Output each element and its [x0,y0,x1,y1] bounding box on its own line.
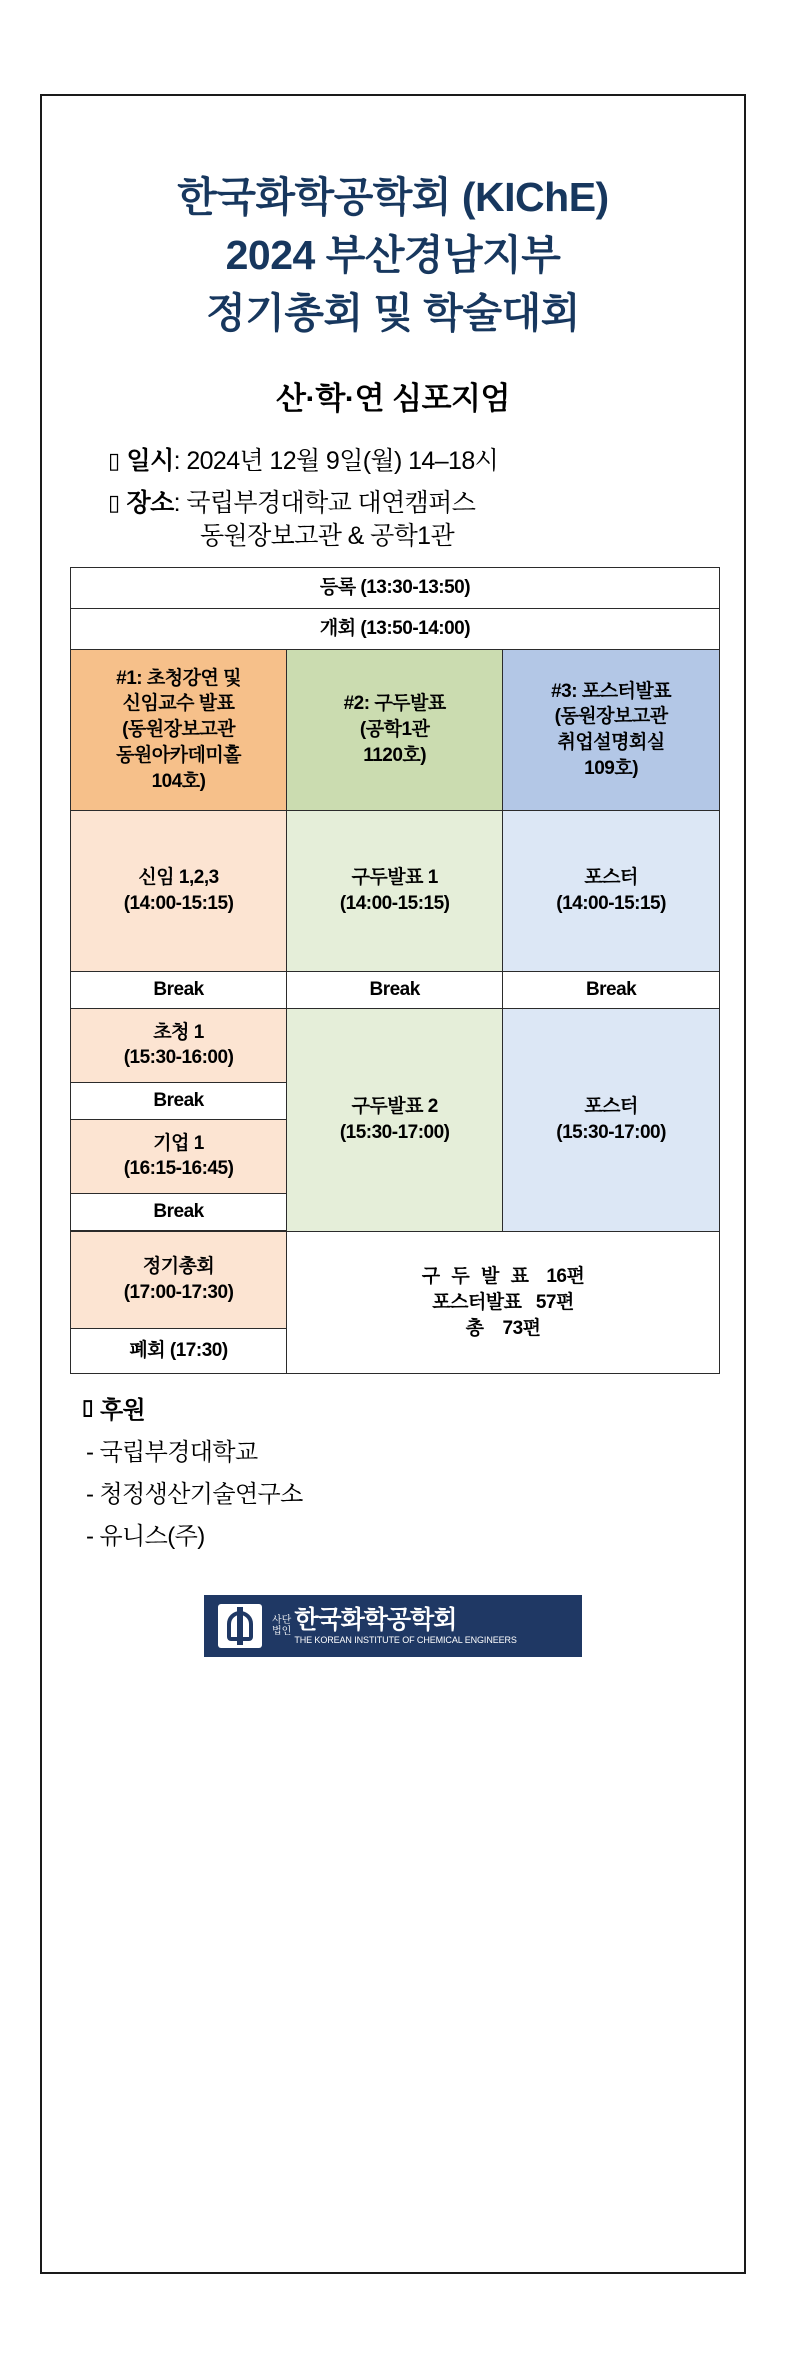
count-oral-value: 16편 [546,1265,585,1287]
track3-line-2: (동원장보고관 [554,706,668,728]
cell-session1-track3 [503,811,720,972]
place-value: : 국립부경대학교 대연캠퍼스 [173,489,476,518]
session1-track2-line-2: (14:00-15:15) [339,893,450,915]
invited1-line-1: 초청 1 [153,1021,204,1043]
general-meeting-line-1: 정기총회 [142,1256,215,1278]
count-poster-label: 포스터발표 [432,1291,522,1313]
logo-english-name: THE KOREAN INSTITUTE OF CHEMICAL ENGINEERS [294,1634,517,1645]
cell-opening: 개회 (13:50-14:00) [71,609,720,650]
session1-track1-line-2: (14:00-15:15) [123,893,234,915]
track1-line-3: (동원장보고관 [122,719,236,741]
sponsor-item-1: - 국립부경대학교 [86,1439,258,1467]
cell-company1 [71,1120,287,1194]
cell-track1-header [71,650,287,811]
track3-line-4: 109호) [584,757,639,779]
sponsor-item-3: - 유니스(주) [86,1523,205,1551]
cell-track3-header [503,650,720,811]
kiche-logo [204,1595,582,1657]
session1-track3-line-2: (14:00-15:15) [556,893,666,915]
sponsor-item-2: - 청정생산기술연구소 [86,1481,303,1509]
bullet-icon-3: ▯ [82,1396,93,1420]
cell-presentation-counts [287,1232,720,1374]
poster2-line-2: (15:30-17:00) [556,1122,666,1144]
cell-break-track3: Break [503,972,720,1009]
track2-line-2: (공학1관 [359,719,430,741]
count-poster [289,1290,717,1316]
track2-line-3: 1120호) [363,745,427,767]
bullet-icon-2: ▯ [108,490,120,516]
company1-line-1: 기업 1 [153,1132,204,1154]
title-line-2: 2024 부산경남지부 [225,232,561,279]
count-oral [289,1264,717,1290]
cell-poster2 [503,1009,720,1232]
sponsor-heading: 후원 [99,1397,146,1425]
kiche-emblem-icon [218,1604,262,1648]
place-value-second-line: 동원장보고관 & 공학1관 [200,521,455,550]
place-label: 장소 [126,489,174,518]
table-row-session2-a [71,1009,720,1083]
event-info [70,444,716,554]
table-row-track-headers [71,650,720,811]
cell-break-track1-2: Break [71,1082,287,1119]
event-date-row [108,444,716,479]
logo-prefix-line-1: 사단 [272,1615,292,1627]
oral2-line-1: 구두발표 2 [351,1096,438,1118]
company1-line-2: (16:15-16:45) [123,1158,234,1180]
count-oral-label: 구 두 발 표 [421,1265,533,1287]
table-row-session1 [71,811,720,972]
cell-break-track2: Break [287,972,503,1009]
count-total [289,1316,717,1342]
track3-line-3: 취업설명회실 [557,732,665,754]
oral2-line-2: (15:30-17:00) [339,1122,450,1144]
bullet-icon: ▯ [108,447,120,473]
date-value: : 2024년 12월 9일(월) 14–18시 [173,446,499,475]
track2-line-1: #2: 구두발표 [343,693,446,715]
cell-break-track1-3: Break [71,1193,287,1230]
schedule-table [70,567,720,1374]
count-total-label: 총 [465,1317,484,1339]
table-row-general-meeting [71,1232,720,1329]
cell-break-track1: Break [71,972,287,1009]
logo-text [294,1607,517,1645]
event-place-row [108,486,716,521]
sponsor-heading-row [82,1390,716,1425]
date-label: 일시 [126,446,174,475]
subtitle: 산·학·연 심포지엄 [276,380,510,416]
poster-page [40,94,746,2274]
page-title [70,168,716,343]
cell-session1-track2 [287,811,503,972]
track1-line-2: 신임교수 발표 [122,693,235,715]
count-poster-value: 57편 [535,1291,574,1313]
track1-line-4: 동원아카데미홀 [116,745,242,767]
organization-logo [70,1595,716,1657]
title-line-1: 한국화학공학회 (KIChE) [177,174,609,220]
table-row-registration [71,568,720,609]
cell-oral2 [287,1009,503,1232]
sponsor-section [70,1390,716,1551]
general-meeting-line-2: (17:00-17:30) [123,1282,234,1304]
track3-line-1: #3: 포스터발표 [551,680,672,702]
logo-korean-name: 한국화학공학회 [294,1606,457,1635]
table-row-opening [71,609,720,650]
track1-line-1: #1: 초청강연 및 [116,667,241,689]
cell-invited1 [71,1009,287,1083]
invited1-line-2: (15:30-16:00) [123,1047,234,1069]
cell-session1-track1 [71,811,287,972]
session1-track3-line-1: 포스터 [584,867,638,889]
logo-prefix [272,1615,291,1637]
track1-line-5: 104호) [151,770,206,792]
count-total-value: 73편 [502,1317,541,1339]
poster2-line-1: 포스터 [584,1096,638,1118]
cell-track2-header [287,650,503,811]
title-line-3: 정기총회 및 학술대회 [206,290,580,337]
cell-general-meeting [71,1232,287,1329]
cell-registration: 등록 (13:30-13:50) [71,568,720,609]
logo-prefix-line-2: 법인 [272,1626,292,1638]
session1-track2-line-1: 구두발표 1 [351,867,438,889]
cell-closing: 폐회 (17:30) [71,1329,287,1374]
table-row-break1 [71,972,720,1009]
session1-track1-line-1: 신임 1,2,3 [138,867,219,889]
